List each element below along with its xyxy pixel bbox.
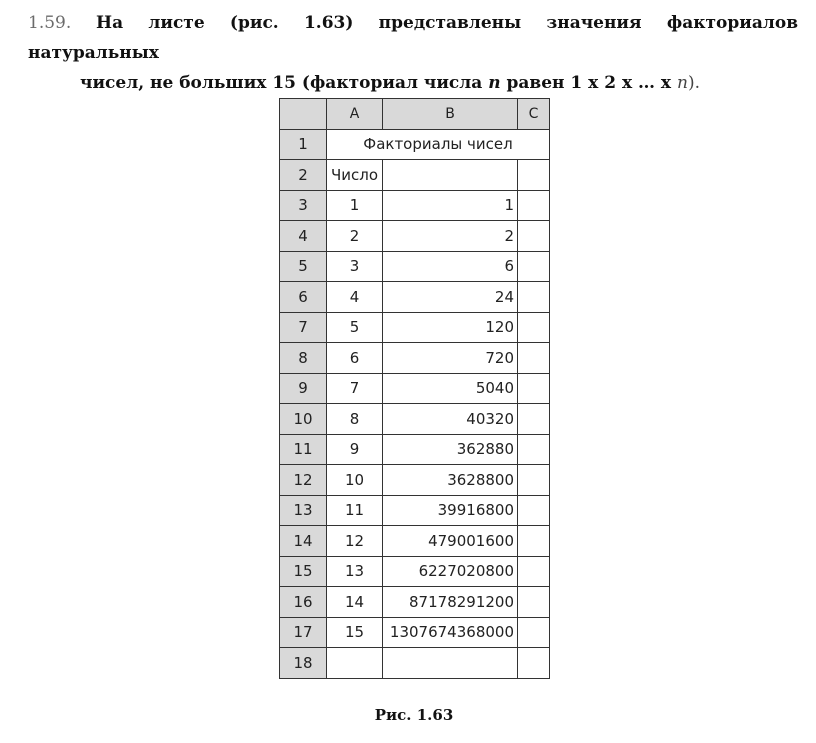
figure-caption: Рис. 1.63 <box>374 706 454 724</box>
table-row <box>280 190 550 221</box>
cell-factorial[interactable]: 6 <box>383 251 518 282</box>
cell-number[interactable]: 3 <box>327 251 383 282</box>
table-row <box>280 434 550 465</box>
table-row <box>280 495 550 526</box>
cell-factorial[interactable]: 1 <box>383 190 518 221</box>
cell-number[interactable]: 12 <box>327 526 383 557</box>
cell-factorial[interactable]: 87178291200 <box>383 587 518 618</box>
cell-factorial[interactable]: 40320 <box>383 404 518 435</box>
row-header[interactable]: 11 <box>280 434 327 465</box>
table-row <box>280 465 550 496</box>
cell-c[interactable] <box>518 617 550 648</box>
row-header[interactable]: 18 <box>280 648 327 679</box>
row-header[interactable]: 10 <box>280 404 327 435</box>
cell-factorial[interactable]: 1307674368000 <box>383 617 518 648</box>
row-header[interactable]: 3 <box>280 190 327 221</box>
cell-c[interactable] <box>518 465 550 496</box>
cell-factorial[interactable]: 5040 <box>383 373 518 404</box>
cell-factorial[interactable]: 39916800 <box>383 495 518 526</box>
cell-c[interactable] <box>518 282 550 313</box>
cell-b2[interactable] <box>383 160 518 191</box>
row-header[interactable]: 6 <box>280 282 327 313</box>
row-header[interactable]: 12 <box>280 465 327 496</box>
cell-number[interactable]: 7 <box>327 373 383 404</box>
cell-factorial[interactable] <box>383 648 518 679</box>
cell-number[interactable]: 11 <box>327 495 383 526</box>
cell-c2[interactable] <box>518 160 550 191</box>
cell-number[interactable] <box>327 648 383 679</box>
cell-factorial[interactable]: 24 <box>383 282 518 313</box>
table-row <box>280 160 550 191</box>
problem-number: 1.59. <box>28 13 72 33</box>
problem-statement <box>28 8 798 98</box>
spreadsheet <box>279 98 550 679</box>
cell-number[interactable]: 8 <box>327 404 383 435</box>
problem-variable-n-end: n <box>676 73 688 93</box>
cell-factorial[interactable]: 720 <box>383 343 518 374</box>
problem-text-part1: На листе (рис. 1.63) представлены значения факториалов натуральных <box>28 13 799 63</box>
cell-c[interactable] <box>518 587 550 618</box>
cell-number[interactable]: 10 <box>327 465 383 496</box>
table-row <box>280 251 550 282</box>
title-cell[interactable]: Факториалы чисел <box>327 129 550 160</box>
cell-c[interactable] <box>518 434 550 465</box>
problem-line2 <box>28 68 798 98</box>
row-header[interactable]: 15 <box>280 556 327 587</box>
table-row <box>280 617 550 648</box>
cell-factorial[interactable]: 3628800 <box>383 465 518 496</box>
table-row <box>280 129 550 160</box>
cell-c[interactable] <box>518 495 550 526</box>
row-header[interactable]: 1 <box>280 129 327 160</box>
cell-c[interactable] <box>518 251 550 282</box>
table-row <box>280 404 550 435</box>
problem-text-part2: чисел, не больших 15 (факториал числа <box>80 73 483 93</box>
row-header[interactable]: 14 <box>280 526 327 557</box>
column-header-row <box>280 99 550 130</box>
cell-number[interactable]: 9 <box>327 434 383 465</box>
cell-factorial[interactable]: 362880 <box>383 434 518 465</box>
column-header-b[interactable]: B <box>383 99 518 130</box>
row-header[interactable]: 8 <box>280 343 327 374</box>
row-header[interactable]: 2 <box>280 160 327 191</box>
cell-c[interactable] <box>518 312 550 343</box>
table-row <box>280 343 550 374</box>
cell-factorial[interactable]: 6227020800 <box>383 556 518 587</box>
cell-number[interactable]: 6 <box>327 343 383 374</box>
cell-number[interactable]: 2 <box>327 221 383 252</box>
cell-c[interactable] <box>518 221 550 252</box>
cell-c[interactable] <box>518 404 550 435</box>
row-header[interactable]: 9 <box>280 373 327 404</box>
row-header[interactable]: 16 <box>280 587 327 618</box>
table-row <box>280 556 550 587</box>
cell-c[interactable] <box>518 190 550 221</box>
cell-number[interactable]: 4 <box>327 282 383 313</box>
cell-c[interactable] <box>518 343 550 374</box>
cell-number[interactable]: 5 <box>327 312 383 343</box>
cell-factorial[interactable]: 2 <box>383 221 518 252</box>
cell-factorial[interactable]: 479001600 <box>383 526 518 557</box>
table-row <box>280 312 550 343</box>
column-header-a[interactable]: A <box>327 99 383 130</box>
cell-c[interactable] <box>518 526 550 557</box>
table-row <box>280 282 550 313</box>
cell-number[interactable]: 13 <box>327 556 383 587</box>
cell-number[interactable]: 15 <box>327 617 383 648</box>
cell-c[interactable] <box>518 373 550 404</box>
problem-variable-n: n <box>488 73 501 93</box>
corner-cell[interactable] <box>280 99 327 130</box>
table-row <box>280 648 550 679</box>
cell-c[interactable] <box>518 556 550 587</box>
row-header[interactable]: 13 <box>280 495 327 526</box>
column-header-c[interactable]: C <box>518 99 550 130</box>
cell-factorial[interactable]: 120 <box>383 312 518 343</box>
row-header[interactable]: 7 <box>280 312 327 343</box>
problem-text-part3: равен 1 x 2 x … x <box>506 73 672 93</box>
problem-text-end: ). <box>687 73 700 93</box>
row-header[interactable]: 5 <box>280 251 327 282</box>
table-row <box>280 221 550 252</box>
cell-number[interactable]: 14 <box>327 587 383 618</box>
cell-number[interactable]: 1 <box>327 190 383 221</box>
cell-c[interactable] <box>518 648 550 679</box>
table-row <box>280 526 550 557</box>
table-row <box>280 587 550 618</box>
table-row <box>280 373 550 404</box>
row-header[interactable]: 4 <box>280 221 327 252</box>
row-header[interactable]: 17 <box>280 617 327 648</box>
cell-a2[interactable]: Число <box>327 160 383 191</box>
